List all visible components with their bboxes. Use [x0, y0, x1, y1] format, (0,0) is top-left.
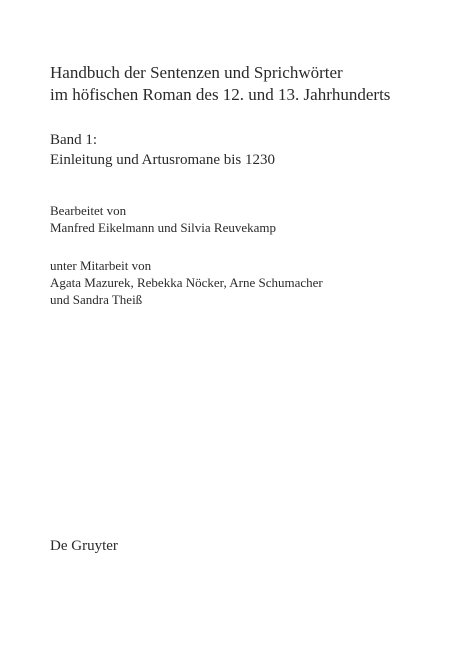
editors-intro: Bearbeitet von: [50, 203, 127, 218]
volume-label: Band 1:: [50, 132, 98, 148]
book-title-line-1: Handbuch der Sentenzen und Sprichwörter: [50, 63, 343, 82]
collaborators-intro: unter Mitarbeit von: [50, 258, 152, 273]
collaborators-names-line-1: Agata Mazurek, Rebekka Nöcker, Arne Schumacher: [50, 275, 323, 290]
collaborators-names-line-2: und Sandra Theiß: [50, 292, 143, 307]
editors-names: Manfred Eikelmann und Silvia Reuvekamp: [50, 220, 277, 235]
publisher-name: De Gruyter: [50, 538, 118, 554]
book-title: [50, 62, 390, 106]
book-title-line-2: im höfischen Roman des 12. und 13. Jahrhunderts: [50, 85, 391, 104]
editors-block: [50, 202, 276, 236]
volume-info: [50, 130, 275, 170]
volume-subtitle: Einleitung und Artusromane bis 1230: [50, 152, 275, 168]
collaborators-block: [50, 257, 323, 308]
